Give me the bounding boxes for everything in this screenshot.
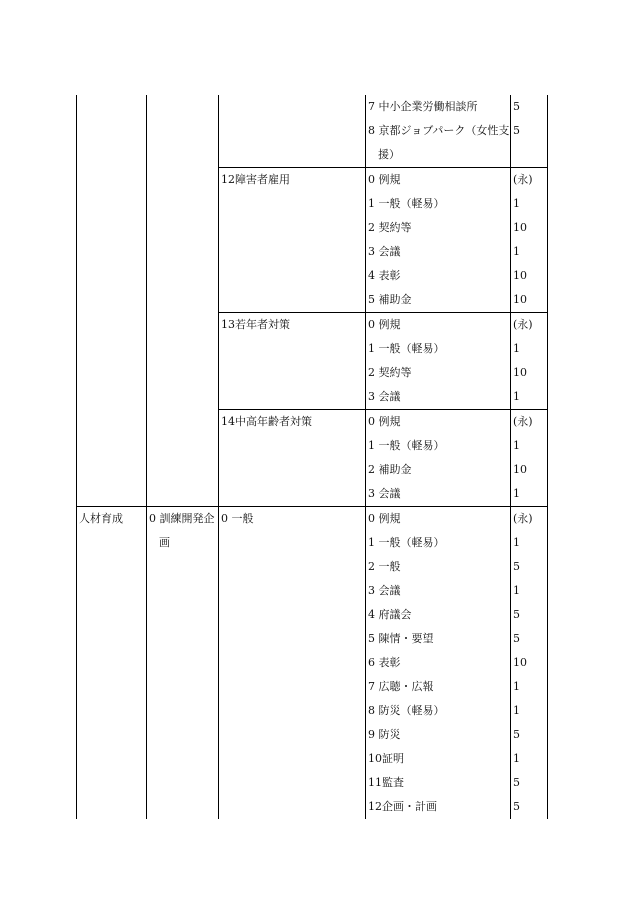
category-cell	[77, 507, 147, 820]
item-label	[366, 119, 510, 167]
group-label: 13若年者対策	[221, 318, 290, 331]
period-label: 5	[513, 100, 520, 113]
period-label: 1	[513, 342, 520, 355]
period-cell	[511, 288, 548, 313]
period-label: 1	[513, 245, 520, 258]
period-label: 5	[513, 632, 520, 645]
period-cell	[511, 579, 548, 603]
period-label: (永)	[513, 318, 533, 331]
group-cell	[219, 168, 366, 313]
period-label: (永)	[513, 415, 533, 428]
period-cell	[511, 555, 548, 579]
group-cell	[219, 507, 366, 820]
item-cell	[366, 555, 511, 579]
category-cell	[77, 95, 147, 507]
item-label: 0 例規	[368, 173, 401, 186]
item-label: 7 広聴・広報	[368, 680, 434, 693]
item-label: 3 会議	[368, 245, 401, 258]
item-label: 4 表彰	[368, 269, 401, 282]
item-cell	[366, 458, 511, 482]
period-cell	[511, 119, 548, 168]
item-cell	[366, 627, 511, 651]
period-cell	[511, 795, 548, 819]
item-label: 1 一般（軽易）	[368, 536, 445, 549]
period-cell	[511, 627, 548, 651]
period-cell	[511, 507, 548, 532]
item-label: 0 例規	[368, 318, 401, 331]
period-cell	[511, 675, 548, 699]
period-label: 5	[513, 560, 520, 573]
group-cell	[219, 95, 366, 168]
period-cell	[511, 699, 548, 723]
period-cell	[511, 385, 548, 410]
period-cell	[511, 603, 548, 627]
item-label: 2 契約等	[368, 366, 412, 379]
period-label: (永)	[513, 173, 533, 186]
item-cell	[366, 119, 511, 168]
period-label: 1	[513, 536, 520, 549]
period-label: 1	[513, 390, 520, 403]
item-cell	[366, 313, 511, 338]
item-cell	[366, 264, 511, 288]
item-label: 1 一般（軽易）	[368, 439, 445, 452]
subcategory-cell	[147, 95, 219, 507]
period-label: 5	[513, 608, 520, 621]
period-label: 1	[513, 487, 520, 500]
table-row	[77, 95, 548, 119]
retention-schedule-table	[76, 95, 548, 819]
item-label: 0 例規	[368, 512, 401, 525]
subcategory-label-line1: 0 訓練開発企	[149, 512, 215, 525]
item-label: 3 会議	[368, 487, 401, 500]
item-label: 2 契約等	[368, 221, 412, 234]
item-label: 8 防災（軽易）	[368, 704, 445, 717]
item-label: 1 一般（軽易）	[368, 342, 445, 355]
item-cell	[366, 699, 511, 723]
item-label: 9 防災	[368, 728, 401, 741]
item-cell	[366, 579, 511, 603]
period-cell	[511, 771, 548, 795]
period-cell	[511, 313, 548, 338]
item-label: 1 一般（軽易）	[368, 197, 445, 210]
item-cell	[366, 337, 511, 361]
period-cell	[511, 216, 548, 240]
item-cell	[366, 531, 511, 555]
item-cell	[366, 771, 511, 795]
subcategory-cell	[147, 507, 219, 820]
item-label: 2 一般	[368, 560, 401, 573]
item-cell	[366, 603, 511, 627]
item-cell	[366, 240, 511, 264]
table-row	[77, 507, 548, 532]
period-cell	[511, 434, 548, 458]
item-label: 7 中小企業労働相談所	[368, 100, 478, 113]
period-label: 5	[513, 124, 520, 137]
item-label: 3 会議	[368, 390, 401, 403]
item-cell	[366, 192, 511, 216]
period-cell	[511, 531, 548, 555]
period-cell	[511, 192, 548, 216]
item-cell	[366, 95, 511, 119]
item-label: 12企画・計画	[368, 800, 437, 813]
period-label: 5	[513, 776, 520, 789]
item-cell	[366, 361, 511, 385]
item-cell	[366, 434, 511, 458]
item-cell	[366, 651, 511, 675]
item-label: 3 会議	[368, 584, 401, 597]
item-cell	[366, 288, 511, 313]
group-cell	[219, 410, 366, 507]
period-label: (永)	[513, 512, 533, 525]
subcategory-label-line2: 画	[159, 536, 170, 549]
period-cell	[511, 458, 548, 482]
period-cell	[511, 264, 548, 288]
period-cell	[511, 723, 548, 747]
period-label: 10	[513, 656, 527, 669]
item-cell	[366, 216, 511, 240]
period-label: 1	[513, 439, 520, 452]
period-cell	[511, 240, 548, 264]
subcategory-label	[147, 507, 218, 555]
period-label: 10	[513, 293, 527, 306]
period-label: 10	[513, 221, 527, 234]
group-label: 14中高年齢者対策	[221, 415, 312, 428]
item-label: 5 補助金	[368, 293, 412, 306]
item-cell	[366, 675, 511, 699]
item-cell	[366, 747, 511, 771]
period-cell	[511, 747, 548, 771]
item-label: 0 例規	[368, 415, 401, 428]
item-cell	[366, 168, 511, 193]
item-label-line2: 援）	[378, 148, 400, 161]
period-cell	[511, 168, 548, 193]
item-cell	[366, 795, 511, 819]
period-label: 1	[513, 752, 520, 765]
period-cell	[511, 410, 548, 435]
period-cell	[511, 95, 548, 119]
item-label-line1: 8 京都ジョブパーク（女性支	[368, 124, 510, 137]
period-label: 1	[513, 197, 520, 210]
period-cell	[511, 482, 548, 507]
period-label: 5	[513, 728, 520, 741]
item-label: 2 補助金	[368, 463, 412, 476]
period-cell	[511, 651, 548, 675]
item-label: 5 陳情・要望	[368, 632, 434, 645]
group-label: 0 一般	[221, 512, 254, 525]
item-cell	[366, 723, 511, 747]
item-cell	[366, 385, 511, 410]
item-label: 6 表彰	[368, 656, 401, 669]
period-label: 1	[513, 584, 520, 597]
item-cell	[366, 410, 511, 435]
item-label: 11監査	[368, 776, 404, 789]
category-label: 人材育成	[79, 512, 123, 525]
period-cell	[511, 337, 548, 361]
period-label: 10	[513, 269, 527, 282]
item-cell	[366, 482, 511, 507]
group-label: 12障害者雇用	[221, 173, 290, 186]
period-label: 10	[513, 463, 527, 476]
period-label: 1	[513, 704, 520, 717]
period-cell	[511, 361, 548, 385]
item-label: 4 府議会	[368, 608, 412, 621]
item-cell	[366, 507, 511, 532]
period-label: 10	[513, 366, 527, 379]
period-label: 1	[513, 680, 520, 693]
item-label: 10証明	[368, 752, 404, 765]
period-label: 5	[513, 800, 520, 813]
group-cell	[219, 313, 366, 410]
